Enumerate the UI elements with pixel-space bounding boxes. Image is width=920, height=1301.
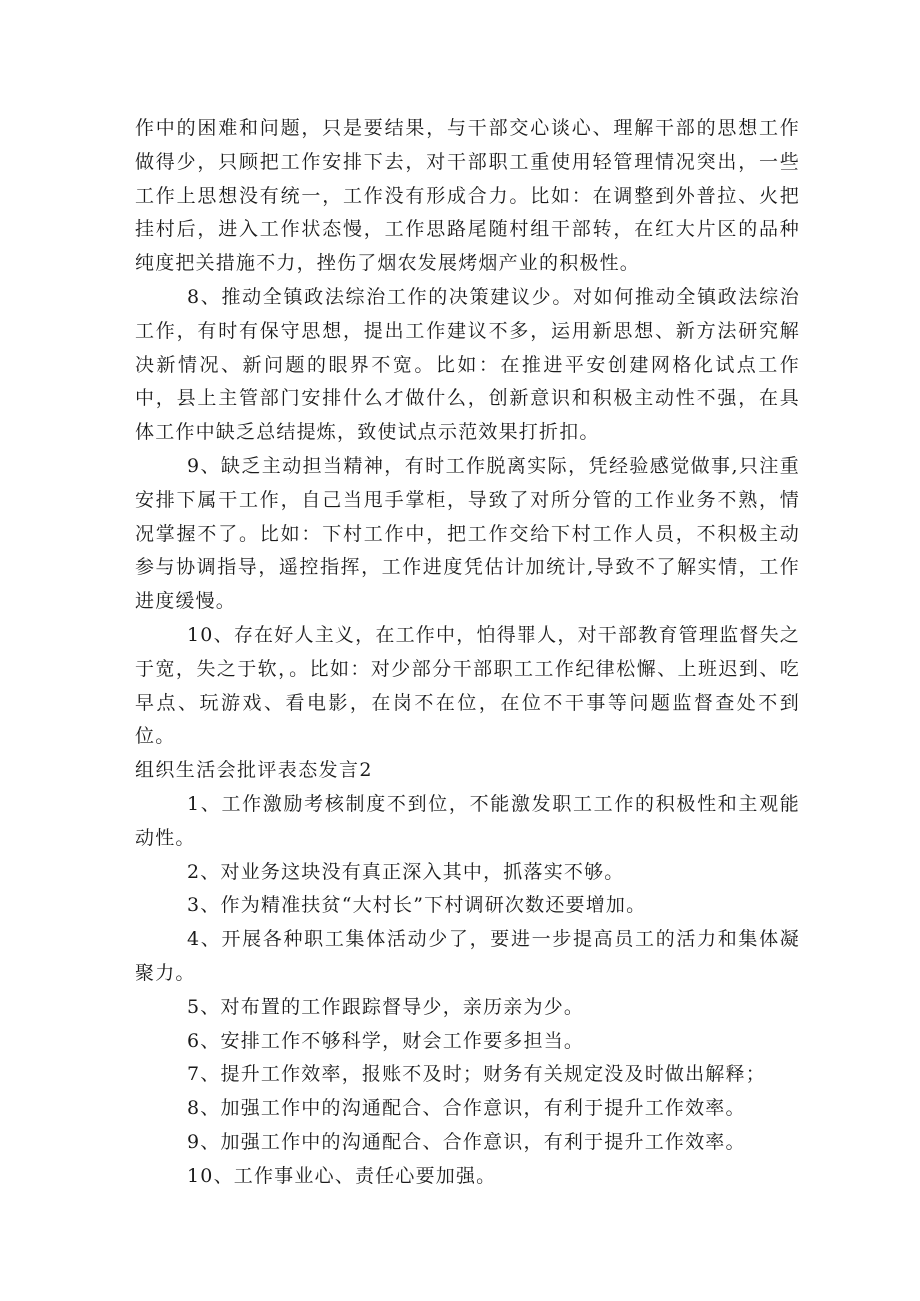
list-item-4: 4、开展各种职工集体活动少了，要进一步提高员工的活力和集体凝聚力。	[135, 928, 800, 984]
list-item-8: 8、加强工作中的沟通配合、合作意识，有利于提升工作效率。	[187, 1097, 746, 1120]
list-item-3: 3、作为精准扶贫“大村长”下村调研次数还要增加。	[187, 894, 647, 917]
list-item-10: 10、工作事业心、责任心要加强。	[187, 1164, 497, 1187]
list-item-2: 2、对业务这块没有真正深入其中，抓落实不够。	[187, 860, 625, 883]
list-item-6: 6、安排工作不够科学，财会工作要多担当。	[187, 1029, 585, 1052]
list-item-9: 9、加强工作中的沟通配合、合作意识，有利于提升工作效率。	[187, 1130, 746, 1153]
section-heading: 组织生活会批评表态发言2	[135, 759, 373, 782]
document-body	[135, 112, 800, 1194]
paragraph-continued: 作中的困难和问题，只是要结果，与干部交心谈心、理解干部的思想工作做得少，只顾把工作安排下去，对干部职工重使用轻管理情况突出，一些工作上思想没有统一，工作没有形成合力。比如：在调整到外普拉、火把挂村后，进入工作状态慢，工作思路尾随村组干部转，在红大片区的品种纯度把关措施不力，挫伤了烟农发展烤烟产业的积极性。	[135, 117, 800, 275]
list-item-1: 1、工作激励考核制度不到位，不能激发职工工作的积极性和主观能动性。	[135, 792, 800, 849]
paragraph-item-9: 9、缺乏主动担当精神，有时工作脱离实际，凭经验感觉做事,只注重安排下属干工作，自己当甩手掌柜，导致了对所分管的工作业务不熟，情况掌握不了。比如：下村工作中，把工作交给下村工作人员，不积极主动参与协调指导，遥控指挥，工作进度凭估计加统计,导致不了解实情，工作进度缓慢。	[135, 454, 800, 613]
list-item-7: 7、提升工作效率，报账不及时；财务有关规定没及时做出解释；	[187, 1063, 766, 1086]
paragraph-item-8: 8、推动全镇政法综治工作的决策建议少。对如何推动全镇政法综治工作，有时有保守思想，提出工作建议不多，运用新思想、新方法研究解决新情况、新问题的眼界不宽。比如：在推进平安创建网格化试点工作中，县上主管部门安排什么才做什么，创新意识和积极主动性不强，在具体工作中缺乏总结提炼，致使试点示范效果打折扣。	[135, 285, 800, 444]
paragraph-item-10: 10、存在好人主义，在工作中，怕得罪人，对干部教育管理监督失之于宽，失之于软，。比如：对少部分干部职工工作纪律松懈、上班迟到、吃早点、玩游戏、看电影，在岗不在位，在位不干事等问题监督查处不到位。	[135, 623, 800, 748]
list-item-5: 5、对布置的工作跟踪督导少，亲历亲为少。	[187, 995, 585, 1018]
